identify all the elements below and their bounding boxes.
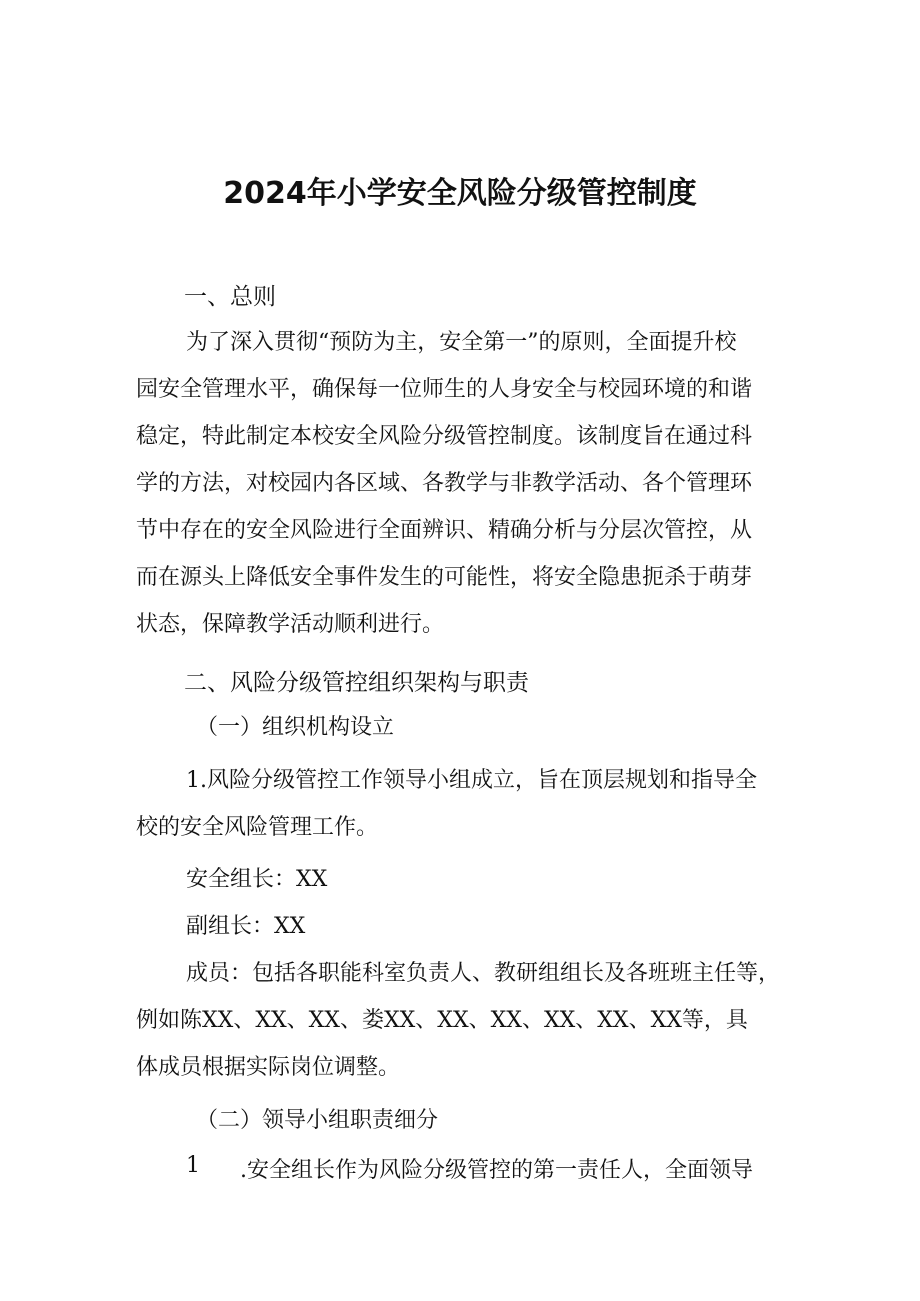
section-heading-general: 一、总则 xyxy=(184,284,276,310)
paragraph-line: 而在源头上降低安全事件发生的可能性，将安全隐患扼杀于萌芽 xyxy=(136,565,753,590)
subsection-heading-setup: （一）组织机构设立 xyxy=(196,715,395,740)
paragraph-line: 成员：包括各职能科室负责人、教研组组长及各班班主任等， xyxy=(186,961,781,986)
paragraph-line: 状态，保障教学活动顺利进行。 xyxy=(136,612,445,637)
paragraph-line: 为了深入贯彻“预防为主，安全第一”的原则，全面提升校 xyxy=(186,330,737,355)
subsection-heading-duties: （二）领导小组职责细分 xyxy=(196,1108,439,1133)
paragraph-line: 1.风险分级管控工作领导小组成立，旨在顶层规划和指导全 xyxy=(186,768,757,793)
paragraph-line: 园安全管理水平，确保每一位师生的人身安全与校园环境的和谐 xyxy=(136,377,753,402)
document-title: 2024年小学安全风险分级管控制度 xyxy=(223,176,697,211)
paragraph-line: 学的方法，对校园内各区域、各教学与非教学活动、各个管理环 xyxy=(136,471,753,496)
list-item-number: 1 xyxy=(186,1153,200,1178)
paragraph-line: 体成员根据实际岗位调整。 xyxy=(136,1055,401,1080)
section-heading-organization: 二、风险分级管控组织架构与职责 xyxy=(184,670,529,696)
leader-line: 安全组长：XX xyxy=(186,867,328,892)
paragraph-line: .安全组长作为风险分级管控的第一责任人，全面领导 xyxy=(240,1158,753,1183)
paragraph-line: 例如陈XX、XX、XX、娄XX、XX、XX、XX、XX、XX等，具 xyxy=(136,1008,748,1033)
paragraph-line: 校的安全风险管理工作。 xyxy=(136,815,379,840)
paragraph-line: 稳定，特此制定本校安全风险分级管控制度。该制度旨在通过科 xyxy=(136,424,753,449)
paragraph-line: 节中存在的安全风险进行全面辨识、精确分析与分层次管控，从 xyxy=(136,518,753,543)
deputy-line: 副组长：XX xyxy=(186,914,306,939)
